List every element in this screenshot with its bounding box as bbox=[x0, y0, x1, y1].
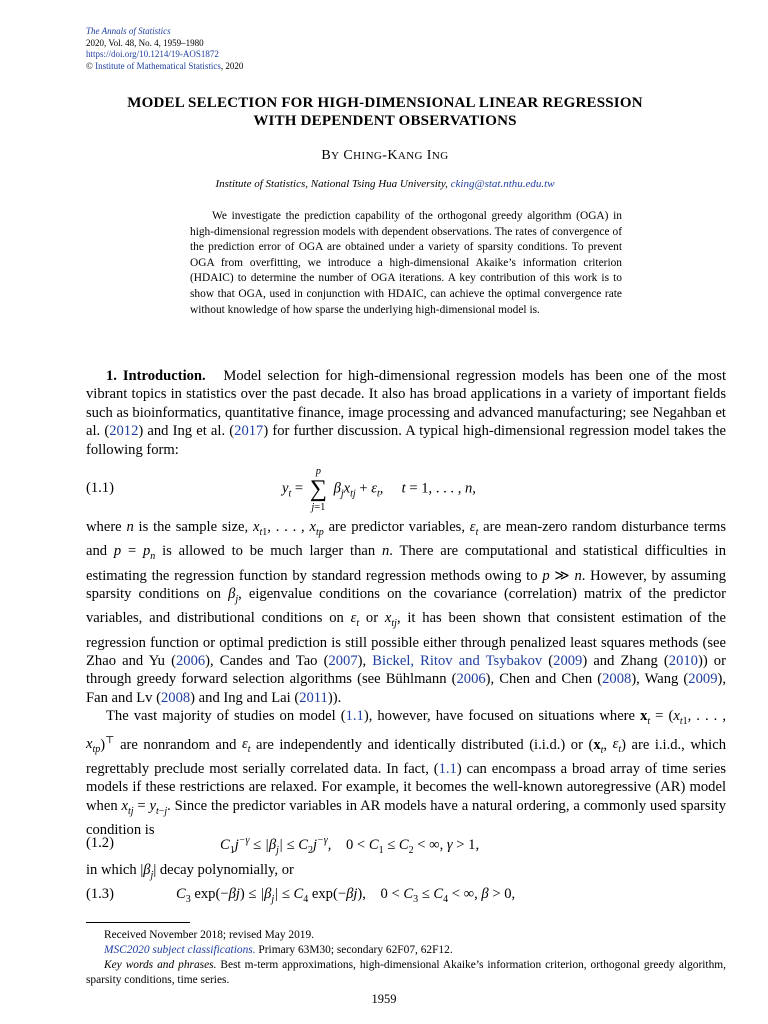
ref-link[interactable]: 2009 bbox=[553, 653, 583, 670]
msc-link[interactable]: MSC2020 subject classifications. bbox=[104, 944, 256, 956]
section-heading: 1. Introduction. bbox=[106, 368, 206, 384]
ref-link[interactable]: 2011 bbox=[299, 689, 328, 706]
ref-link[interactable]: 2009 bbox=[688, 671, 718, 688]
ref-link[interactable]: 2012 bbox=[109, 423, 139, 440]
equation-label: (1.2) bbox=[86, 835, 114, 851]
equation-label: (1.3) bbox=[86, 886, 114, 902]
email-link[interactable]: cking@stat.nthu.edu.tw bbox=[450, 178, 555, 190]
doi-link[interactable]: https://doi.org/10.1214/19-AOS1872 bbox=[86, 49, 219, 59]
keywords-note: Key words and phrases. Best m-term approximations, high-dimensional Akaike’s information criterion, orthogonal greedy algorithm, sparsity conditions, time series. bbox=[86, 959, 726, 986]
intro-paragraph-1: 1. Introduction. Model selection for high-dimensional regression models has been one of the most vibrant topics in statistics over the past decade. It also has broad applications in a variety of important fields such as bioinformatics, quantitative finance, image processing and advanced manufacturing; see Negahban et al. (2012) and Ing et al. (2017) for further discussion. A typical high-dimensional regression model takes the following form: bbox=[86, 368, 726, 458]
ref-link[interactable]: 2008 bbox=[602, 671, 632, 688]
intro-paragraph-2: where n is the sample size, $x_{t1}$, . . . , $x_{tp}$ are predictor variables, $\varepsilon_t$ are mean-zero random disturbance terms and $p = p_n$ is allowed to be much larger than n. There are computational and statistical difficulties in estimating the regression function by standard regression methods owing to p ≫ n. However, by assuming sparsity conditions on $\beta_j$, eigenvalue conditions on the covariance (correlation) matrix of the predictor variables, and distributional conditions on $\varepsilon_t$ or $x_{tj}$, it has been shown that consistent estimation of the regression function or optimal prediction is still possible either through penalized least squares methods (see Zhao and Yu (2006), Candes and Tao (2007), Bickel, Ritov and Tsybakov (2009) and Zhang (2010)) or through greedy forward selection algorithms (see Bühlmann (2006), Chen and Chen (2008), Wang (2009), Fan and Lv (2008) and Ing and Lai (2011)). The vast majority of studies on model (1.1), however, have focused on situations where $x_t = (x_{t1}$, . . . , $x_{tp})^⊤$ are nonrandom and $\varepsilon_t$ are independently and identically distributed (i.i.d.) or ($x_t$, $\varepsilon_t$) are i.i.d., which regrettably preclude most serially correlated data. In fact, (1.1) can encompass a broad array of time series models if these restrictions are relaxed. For example, it becomes the well-known autoregressive (AR) model when $x_{tj} = y_{t-j}$. Since the predictor variables in AR models have a natural ordering, a commonly used sparsity condition is bbox=[86, 519, 727, 838]
ref-link[interactable]: Bickel, Ritov and Tsybakov bbox=[372, 653, 543, 670]
ref-link[interactable]: 2017 bbox=[234, 423, 264, 440]
msc-note: MSC2020 subject classifications. Primary 63M30; secondary 62F07, 62F12. bbox=[104, 944, 453, 956]
equation-label: (1.1) bbox=[86, 480, 114, 496]
footnote-rule bbox=[86, 922, 190, 923]
publisher-link[interactable]: Institute of Mathematical Statistics bbox=[95, 60, 221, 71]
paper-title: MODEL SELECTION FOR HIGH-DIMENSIONAL LINEAR REGRESSION WITH DEPENDENT OBSERVATIONS bbox=[127, 95, 643, 129]
page-number: 1959 bbox=[371, 992, 397, 1006]
ref-link[interactable]: 2006 bbox=[175, 653, 206, 670]
equation-ref-link[interactable]: 1.1 bbox=[438, 760, 457, 777]
ref-link[interactable]: 2010 bbox=[668, 653, 698, 670]
footnotes bbox=[86, 928, 726, 988]
ref-link[interactable]: 2006 bbox=[456, 671, 486, 688]
ref-link[interactable]: 2008 bbox=[160, 689, 191, 706]
ref-link[interactable]: 2007 bbox=[328, 653, 358, 670]
volume-info: 2020, Vol. 48, No. 4, 1959–1980 bbox=[86, 37, 204, 48]
copyright-line: © Institute of Mathematical Statistics, 2020 bbox=[86, 60, 244, 71]
abstract: We investigate the prediction capability of the orthogonal greedy algorithm (OGA) in high-dimensional regression models with dependent observations. The rates of convergence of the prediction error of OGA are obtained under a variety of sparsity conditions. To prevent OGA from overfitting, we introduce a high-dimensional Akaike’s information criterion (HDAIC) to determine the number of OGA iterations. A key contribution of this work is to show that OGA, used in conjunction with HDAIC, can achieve the optimal convergence rate without knowledge of how sparse the underlying high-dimensional model is. bbox=[190, 210, 622, 316]
text-line: in which $|\beta_j|$ decay polynomially, or bbox=[86, 862, 294, 881]
affiliation: Institute of Statistics, National Tsing Hua University, cking@stat.nthu.edu.tw bbox=[215, 178, 555, 190]
journal-name-link[interactable]: The Annals of Statistics bbox=[86, 26, 171, 36]
journal-header bbox=[86, 26, 243, 72]
received-note: Received November 2018; revised May 2019. bbox=[104, 929, 315, 941]
author: BY CHING-KANG ING bbox=[321, 148, 449, 163]
equation-ref-link[interactable]: 1.1 bbox=[345, 708, 364, 725]
